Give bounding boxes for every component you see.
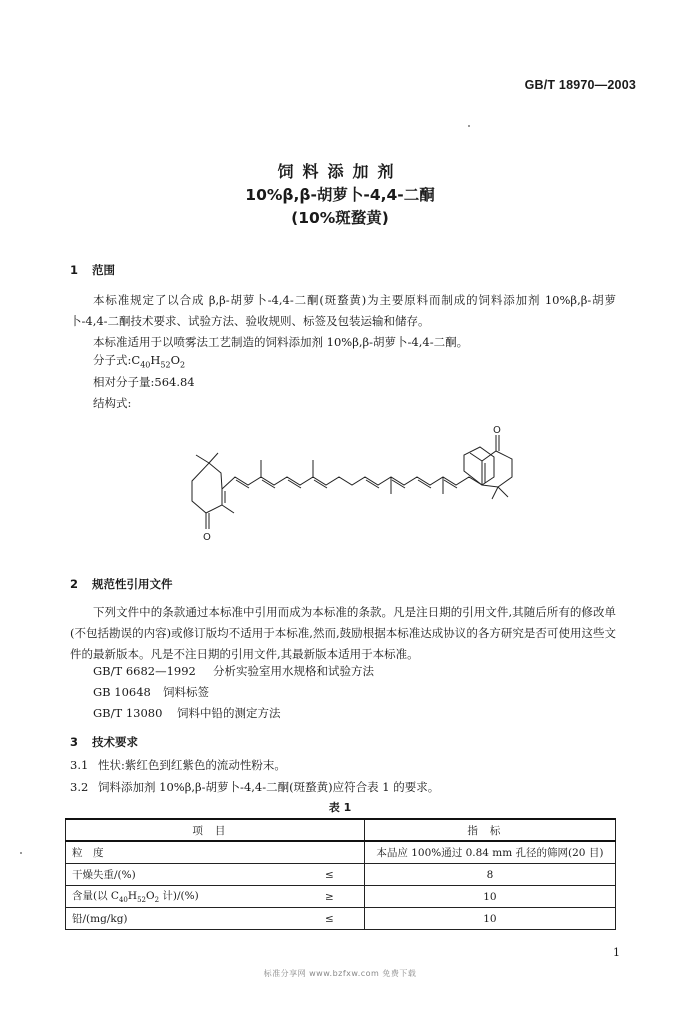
section-1-title: 范围 [92,263,115,277]
row-symbol: ≤ [288,864,365,886]
row-value: 本品应 100%通过 0.84 mm 孔径的筛网(20 目) [364,841,615,864]
scope-paragraph-1: 本标准规定了以合成 β,β-胡萝卜-4,4-二酮(斑蝥黄)为主要原料而制成的饲料添加剂 10%β,β-胡萝卜-4,4-二酮技术要求、试验方法、验收规则、标签及包装运输和储存。 [70,293,616,328]
table-row [66,864,616,886]
row-symbol [288,841,365,864]
references-paragraph: 下列文件中的条款通过本标准中引用而成为本标准的条款。凡是注日期的引用文件,其随后所有的修改单(不包括勘误的内容)或修订版均不适用于本标准,然而,鼓励根据本标准达成协议的各方研究是否可使用这些文件的最新版本。凡是不注日期的引用文件,其最新版本适用于本标准。 [70,605,616,661]
row-value: 10 [364,886,615,908]
section-1-heading [70,262,115,278]
scan-speck [20,852,22,854]
row-item: 含量(以 $C_{40}H_{52}O_2$ 计)/(%) [66,886,288,908]
title-line-2: 10%β,β-胡萝卜-4,4-二酮 [245,186,435,204]
section-2-title: 规范性引用文件 [92,577,173,591]
table-caption: 表 1 [328,801,352,814]
section-2-number: 2 [70,577,79,591]
row-item: 粒 度 [66,841,288,864]
structure-oxygen-left: O [203,532,211,543]
reference-item: GB/T 13080 饲料中铅的测定方法 [93,706,281,720]
section-1-number: 1 [70,263,79,277]
table-header-row [66,819,616,841]
row-value: 10 [364,908,615,930]
row-value: 8 [364,864,615,886]
title-line-1: 饲料添加剂 [277,162,403,181]
reference-item: GB/T 6682—1992 分析实验室用水规格和试验方法 [93,664,374,678]
structural-formula-diagram [170,405,540,545]
column-header-item: 项目 [66,819,365,841]
section-3-number: 3 [70,735,79,749]
table-row [66,908,616,930]
reference-item: GB 10648 饲料标签 [93,685,209,699]
page-number: 1 [613,946,620,959]
scan-speck [468,125,470,127]
requirement-3-2: 3.2 饲料添加剂 10%β,β-胡萝卜-4,4-二酮(斑蝥黄)应符合表 1 的要求。 [70,780,440,794]
section-2-heading [70,576,173,592]
footer-watermark: 标准分享网 www.bzfxw.com 免费下载 [263,969,417,978]
requirement-3-1: 3.1 性状:紫红色到红紫色的流动性粉末。 [70,758,286,772]
title-line-3: (10%斑蝥黄) [291,209,389,227]
standard-code: GB/T 18970—2003 [524,78,636,92]
structure-oxygen-right: O [493,425,501,436]
scope-paragraph-2: 本标准适用于以喷雾法工艺制造的饲料添加剂 10%β,β-胡萝卜-4,4-二酮。 [93,335,469,349]
row-symbol: ≥ [288,886,365,908]
molecular-weight: 相对分子量:564.84 [93,375,195,389]
molecular-formula: 分子式$:C_{40}H_{52}O_2$ [93,353,186,370]
section-3-title: 技术要求 [92,735,138,749]
row-item: 干燥失重/(%) [66,864,288,886]
section-3-heading [70,734,138,750]
row-symbol: ≤ [288,908,365,930]
column-header-spec: 指标 [364,819,615,841]
row-item: 铅/(mg/kg) [66,908,288,930]
table-row [66,841,616,864]
table-row [66,886,616,908]
structure-label: 结构式: [93,396,132,410]
spec-table [65,818,616,930]
